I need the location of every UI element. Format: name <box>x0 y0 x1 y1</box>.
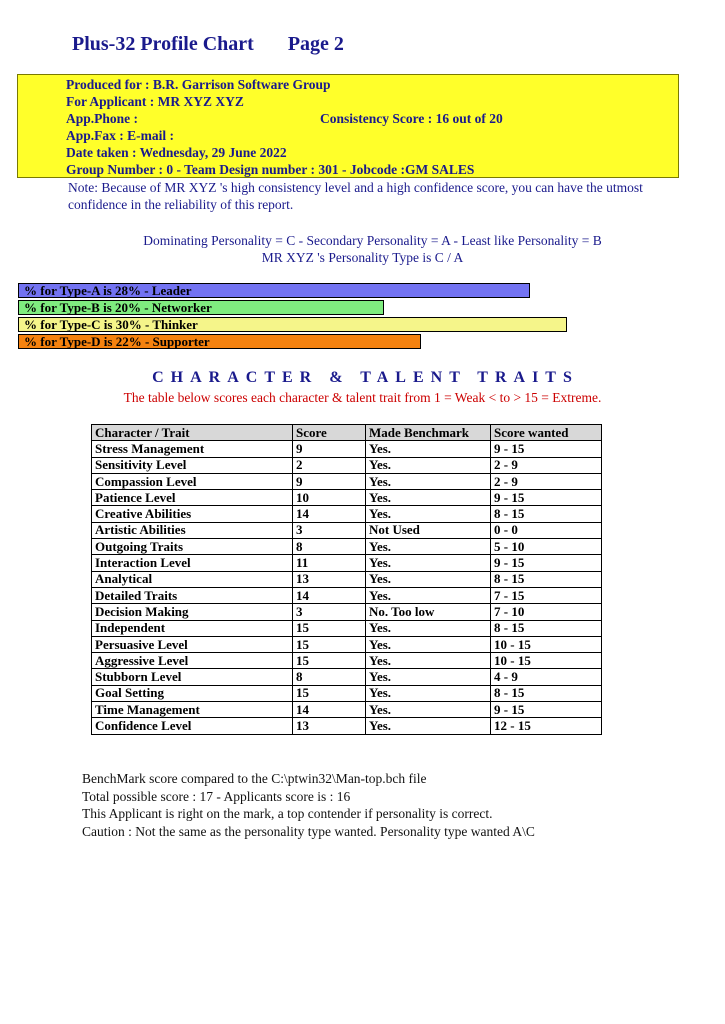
trait-score-wanted: 9 - 15 <box>491 702 602 718</box>
trait-name: Artistic Abilities <box>92 522 293 538</box>
table-row <box>92 636 602 652</box>
table-row <box>92 441 602 457</box>
type-c-bar: % for Type-C is 30% - Thinker <box>18 317 567 332</box>
trait-name: Goal Setting <box>92 685 293 701</box>
app-fax-email: App.Fax : E-mail : <box>66 128 174 143</box>
trait-name: Stress Management <box>92 441 293 457</box>
group-number: Group Number : 0 - Team Design number : 301 - Jobcode :GM SALES <box>66 162 475 177</box>
footer-line: Caution : Not the same as the personality type wanted. Personality type wanted A\C <box>82 823 535 839</box>
trait-score-wanted: 2 - 9 <box>491 473 602 489</box>
col-header-wanted: Score wanted <box>491 425 602 441</box>
trait-name: Detailed Traits <box>92 587 293 603</box>
table-row <box>92 604 602 620</box>
trait-name: Aggressive Level <box>92 653 293 669</box>
trait-score-wanted: 8 - 15 <box>491 506 602 522</box>
traits-section-subtitle: The table below scores each character & talent trait from 1 = Weak < to > 15 = Extreme. <box>123 390 602 405</box>
personality-summary <box>0 232 725 266</box>
table-row <box>92 457 602 473</box>
trait-score: 9 <box>293 441 366 457</box>
table-row <box>92 718 602 734</box>
trait-benchmark: Yes. <box>366 490 491 506</box>
trait-name: Stubborn Level <box>92 669 293 685</box>
benchmark-footer <box>82 770 535 840</box>
table-row <box>92 522 602 538</box>
trait-name: Compassion Level <box>92 473 293 489</box>
trait-name: Outgoing Traits <box>92 539 293 555</box>
trait-score: 3 <box>293 604 366 620</box>
trait-benchmark: Yes. <box>366 441 491 457</box>
trait-score: 13 <box>293 718 366 734</box>
page-title <box>72 33 344 56</box>
table-row <box>92 620 602 636</box>
col-header-trait: Character / Trait <box>92 425 293 441</box>
table-row <box>92 555 602 571</box>
trait-score: 8 <box>293 539 366 555</box>
table-row <box>92 473 602 489</box>
trait-score-wanted: 10 - 15 <box>491 653 602 669</box>
trait-score-wanted: 9 - 15 <box>491 441 602 457</box>
trait-score-wanted: 12 - 15 <box>491 718 602 734</box>
col-header-benchmark: Made Benchmark <box>366 425 491 441</box>
trait-benchmark: Yes. <box>366 653 491 669</box>
trait-benchmark: Yes. <box>366 636 491 652</box>
confidence-note: Note: Because of MR XYZ 's high consistency level and a high confidence score, you can have the utmost confidence in the reliability of this report. <box>68 180 643 212</box>
trait-benchmark: No. Too low <box>366 604 491 620</box>
trait-score: 3 <box>293 522 366 538</box>
trait-benchmark: Yes. <box>366 539 491 555</box>
footer-line: BenchMark score compared to the C:\ptwin32\Man-top.bch file <box>82 771 427 786</box>
trait-score-wanted: 9 - 15 <box>491 555 602 571</box>
personality-type: MR XYZ 's Personality Type is C / A <box>261 250 464 265</box>
trait-benchmark: Yes. <box>366 571 491 587</box>
app-phone: App.Phone : <box>66 111 139 126</box>
trait-score: 15 <box>293 653 366 669</box>
trait-score: 13 <box>293 571 366 587</box>
table-row <box>92 669 602 685</box>
trait-score: 2 <box>293 457 366 473</box>
trait-score-wanted: 7 - 15 <box>491 587 602 603</box>
date-taken: Date taken : Wednesday, 29 June 2022 <box>66 145 287 160</box>
traits-section-title: CHARACTER & TALENT TRAITS <box>152 369 579 386</box>
trait-score-wanted: 5 - 10 <box>491 539 602 555</box>
trait-benchmark: Yes. <box>366 718 491 734</box>
table-row <box>92 702 602 718</box>
table-row <box>92 506 602 522</box>
trait-benchmark: Yes. <box>366 555 491 571</box>
trait-name: Independent <box>92 620 293 636</box>
type-a-bar: % for Type-A is 28% - Leader <box>18 283 530 298</box>
table-row <box>92 571 602 587</box>
trait-benchmark: Yes. <box>366 685 491 701</box>
type-d-bar: % for Type-D is 22% - Supporter <box>18 334 421 349</box>
produced-for: Produced for : B.R. Garrison Software Group <box>66 77 331 92</box>
trait-score: 15 <box>293 620 366 636</box>
trait-score: 11 <box>293 555 366 571</box>
trait-score: 14 <box>293 702 366 718</box>
trait-score: 8 <box>293 669 366 685</box>
report-title: Plus-32 Profile Chart <box>72 33 254 55</box>
trait-score-wanted: 10 - 15 <box>491 636 602 652</box>
dominating-personality: Dominating Personality = C - Secondary Personality = A - Least like Personality = B <box>143 233 602 248</box>
consistency-score: Consistency Score : 16 out of 20 <box>320 111 503 126</box>
applicant-name: For Applicant : MR XYZ XYZ <box>66 94 244 109</box>
trait-score-wanted: 4 - 9 <box>491 669 602 685</box>
trait-benchmark: Not Used <box>366 522 491 538</box>
trait-score: 9 <box>293 473 366 489</box>
trait-name: Interaction Level <box>92 555 293 571</box>
type-b-bar: % for Type-B is 20% - Networker <box>18 300 384 315</box>
page-number: Page 2 <box>287 33 344 55</box>
table-header-row <box>92 425 602 441</box>
trait-name: Creative Abilities <box>92 506 293 522</box>
table-row <box>92 539 602 555</box>
trait-score: 15 <box>293 636 366 652</box>
trait-name: Analytical <box>92 571 293 587</box>
table-row <box>92 490 602 506</box>
footer-line: Total possible score : 17 - Applicants score is : 16 <box>82 788 351 804</box>
trait-name: Time Management <box>92 702 293 718</box>
trait-benchmark: Yes. <box>366 587 491 603</box>
table-row <box>92 587 602 603</box>
trait-score-wanted: 7 - 10 <box>491 604 602 620</box>
trait-benchmark: Yes. <box>366 669 491 685</box>
trait-score: 10 <box>293 490 366 506</box>
trait-name: Confidence Level <box>92 718 293 734</box>
trait-benchmark: Yes. <box>366 702 491 718</box>
applicant-info-box <box>17 74 679 178</box>
trait-score-wanted: 2 - 9 <box>491 457 602 473</box>
trait-score-wanted: 9 - 15 <box>491 490 602 506</box>
trait-benchmark: Yes. <box>366 473 491 489</box>
trait-name: Sensitivity Level <box>92 457 293 473</box>
trait-benchmark: Yes. <box>366 506 491 522</box>
trait-score-wanted: 8 - 15 <box>491 620 602 636</box>
trait-name: Decision Making <box>92 604 293 620</box>
trait-score-wanted: 8 - 15 <box>491 571 602 587</box>
trait-benchmark: Yes. <box>366 457 491 473</box>
trait-score-wanted: 0 - 0 <box>491 522 602 538</box>
col-header-score: Score <box>293 425 366 441</box>
trait-score: 14 <box>293 587 366 603</box>
trait-score: 14 <box>293 506 366 522</box>
table-row <box>92 685 602 701</box>
footer-line: This Applicant is right on the mark, a top contender if personality is correct. <box>82 806 493 821</box>
traits-table <box>91 424 602 735</box>
trait-benchmark: Yes. <box>366 620 491 636</box>
trait-name: Patience Level <box>92 490 293 506</box>
trait-name: Persuasive Level <box>92 636 293 652</box>
table-row <box>92 653 602 669</box>
trait-score-wanted: 8 - 15 <box>491 685 602 701</box>
trait-score: 15 <box>293 685 366 701</box>
